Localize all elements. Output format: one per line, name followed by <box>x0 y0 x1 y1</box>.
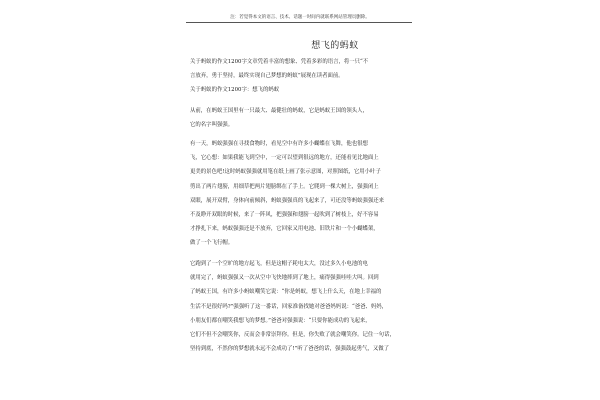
paragraph <box>190 104 426 132</box>
paragraph <box>190 137 426 251</box>
paragraph-line: 飞，它心想：如果我能飞到空中，一定可以望到很远的地方，还能看见比地面上 <box>190 155 379 162</box>
paragraph-line: 关于蚂蚁的作文1200字文章凭着丰富的想象、凭着多彩的语言，将一只“不 <box>190 59 369 65</box>
paragraph-line: 小朋友们都在嘲笑我想飞的梦想。”爸爸对强强说：“只要你能成功的飞起来， <box>190 317 371 324</box>
paragraph-line: 做了一个飞行帽。 <box>190 240 234 247</box>
paragraph-line: 才挣扎下来，蚂蚁强强还是不放弃，它回家又用电池、旧铁片和一个小蝴蝶架， <box>190 226 379 233</box>
paragraph-line: 生活不是很好吗?”强强听了这一番话，回家准备找她对爸爸妈妈说：“爸爸、妈妈， <box>190 303 388 310</box>
paragraph-line: 就用完了，蚂蚁强强又一次从空中飞快地摔到了地上，痛得强强哇哇大叫。回到 <box>190 275 379 282</box>
paragraph-line: 它们不但不会嘲笑你，反而会非常崇拜你。但是，你失败了就会嘲笑你。记住一句话， <box>190 331 395 338</box>
paragraph <box>190 55 426 83</box>
paragraph-line: 从前，在蚂蚁王国里有一只最大、最健壮的蚂蚁，它是蚂蚁王国的领头人， <box>190 108 368 114</box>
paragraph-line: 它的名字叫强强。 <box>190 122 234 129</box>
paragraph <box>190 83 426 97</box>
paragraph-line: 它跑到了一个空旷的地方起飞，但是这帽子耗电太大，没过多久小电池的电 <box>190 261 368 267</box>
paragraph-line: 关于蚂蚁的作文1200字：想飞的蚂蚁 <box>190 87 280 93</box>
paragraph-line: 坚持到底，不然你的梦想就永远不会成功了!”听了爸爸的话，强强鼓起勇气，又做了 <box>190 346 389 353</box>
paragraph-line: 不及睁开双眼的时候，来了一阵风，把强强和翅膀一起吹到了树枝上，好不容易 <box>190 211 379 218</box>
header-notice: 注：若觉得本文的语言、技术、话题一时间内就联系网站管理员删除。 <box>230 15 370 20</box>
paragraph-line: 双眼，展开双臂，身体向前倾斜，蚂蚁强强真的飞起来了，可还没等蚂蚁强强还来 <box>190 197 385 204</box>
document-title: 想飞的蚂蚁 <box>311 41 359 51</box>
header-divider <box>186 22 412 23</box>
paragraph <box>190 257 426 356</box>
paragraph-line: 更美的景色吧!这时蚂蚁强强就用笔在纸上画了张示意图，对照图纸，它用小叶子 <box>190 169 381 176</box>
paragraph-line: 了蚂蚁王国，有许多小蚂蚁嘲笑它说：“你是蚂蚁，想飞上什么天，在地上幸福的 <box>190 289 382 296</box>
paragraph-line: 有一天，蚂蚁强强在寻找食物时，看见空中有许多小蝴蝶在飞舞，他也很想 <box>190 141 368 147</box>
paragraph-line: 剪出了两片翅膀，用细草把两片翅膀绑在了手上。它爬到一棵大树上，强强闭上 <box>190 183 379 190</box>
paragraph-line: 言放弃，勇于坚持，最终实现自己梦想的蚂蚁”展现在读者面前。 <box>190 73 344 80</box>
